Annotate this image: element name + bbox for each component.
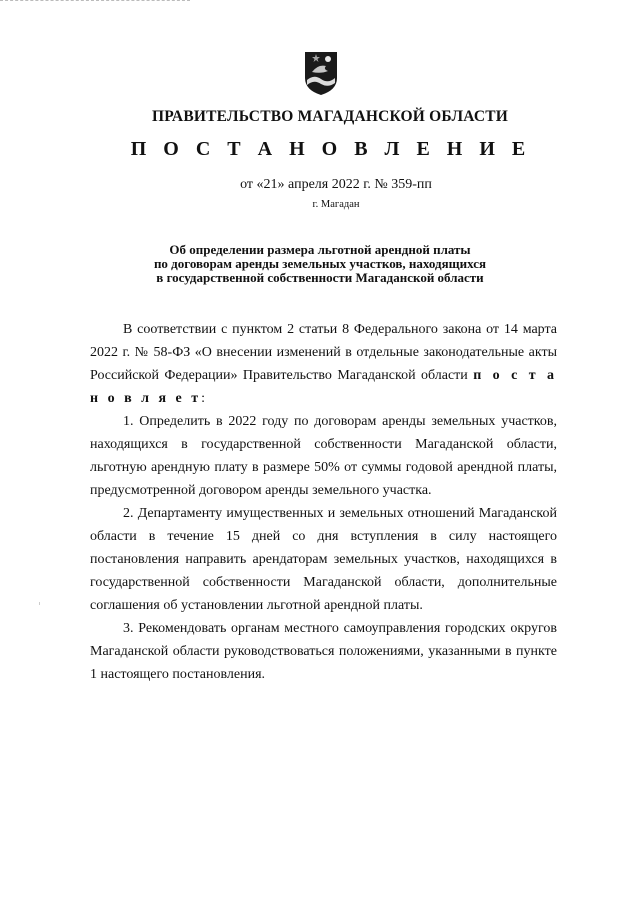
date-number-line: от «21» апреля 2022 г. № 359-пп (240, 177, 432, 192)
preamble-text: В соответствии с пунктом 2 статьи 8 Федерального закона от 14 марта 2022 г. № 58-ФЗ «О внесении изменений в отдельные законодательные акты Российской Федерации» Правительство Магаданской области (90, 322, 557, 383)
subject-line: Об определении размера льготной арендной платы (169, 242, 471, 257)
paragraph-item-3: 3. Рекомендовать органам местного самоуправления городских округов Магаданской области руководствоваться положениями, указанными в пункте 1 настоящего постановления. (90, 621, 557, 682)
scan-edge-rule (0, 0, 190, 2)
document-subject (110, 243, 530, 285)
document-body (90, 318, 557, 686)
document-type-title: П О С Т А Н О В Л Е Н И Е (130, 138, 532, 160)
government-title: ПРАВИТЕЛЬСТВО МАГАДАНСКОЙ ОБЛАСТИ (151, 108, 509, 125)
decree-word: п о с т а н о в л я е т (90, 368, 557, 406)
paragraph-item-2: 2. Департаменту имущественных и земельных отношений Магаданской области в течение 15 дней со дня вступления в силу настоящего постановления направить арендаторам земельных участков, находящихся в государственной собственности Магаданской области, дополнительные соглашения об установлении льготной арендной платы. (90, 506, 557, 613)
scan-margin-mark (39, 602, 40, 605)
preamble-paragraph (90, 318, 557, 410)
subject-line: в государственной собственности Магаданской области (156, 270, 484, 285)
paragraph-item-1: 1. Определить в 2022 году по договорам аренды земельных участков, находящихся в государственной собственности Магаданской области, льготную арендную плату в размере 50% от суммы годовой арендной платы, предусмотренной договором аренды земельного участка. (90, 414, 557, 498)
subject-line: по договорам аренды земельных участков, находящихся (153, 256, 487, 271)
city-line: г. Магадан (312, 199, 360, 210)
coat-of-arms-icon (304, 50, 338, 96)
decree-colon: : (201, 391, 206, 406)
